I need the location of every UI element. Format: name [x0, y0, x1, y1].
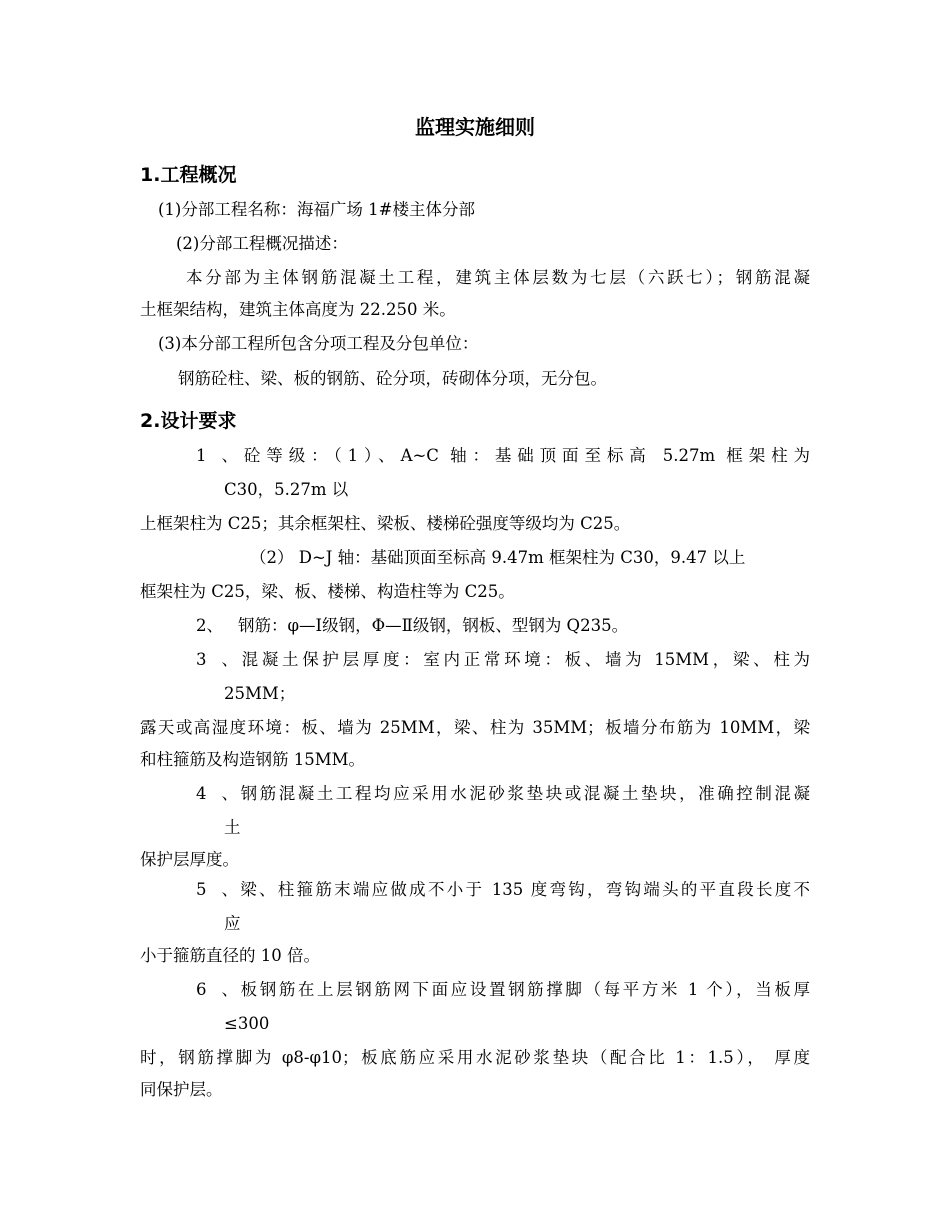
section-heading-design: 2.设计要求	[140, 410, 237, 432]
paragraph-line: (2)分部工程概况描述：	[176, 234, 348, 253]
list-text: 钢筋：φ—Ⅰ级钢，Φ—Ⅱ级钢，钢板、型钢为 Q235。	[238, 616, 629, 635]
paragraph-line: ≤300	[224, 1014, 270, 1033]
paragraph-line: 保护层厚度。	[140, 850, 239, 869]
paragraph-line: 土	[224, 818, 241, 837]
list-number: 4、	[196, 784, 238, 803]
paragraph-line: 上框架柱为 C25；其余框架柱、梁板、楼梯砼强度等级均为 C25。	[140, 514, 631, 533]
section-heading-overview: 1.工程概况	[140, 164, 237, 186]
list-number: 5、	[196, 880, 238, 899]
paragraph-line: (1)分部工程名称：海福广场 1#楼主体分部	[158, 200, 475, 219]
list-text: 钢筋混凝土工程均应采用水泥砂浆垫块或混凝土垫块，准确控制混凝	[238, 784, 810, 803]
list-text: 梁、柱箍筋末端应做成不小于 135 度弯钩，弯钩端头的平直段长度不	[238, 880, 810, 899]
document-title: 监理实施细则	[415, 115, 535, 139]
list-number: 2、	[196, 616, 223, 635]
paragraph-line: （2） D~J 轴：基础顶面至标高 9.47m 框架柱为 C30，9.47 以上	[250, 548, 746, 567]
paragraph-line: 框架柱为 C25，梁、板、楼梯、构造柱等为 C25。	[140, 582, 515, 601]
list-text: 板钢筋在上层钢筋网下面应设置钢筋撑脚（每平方米 1 个），当板厚	[238, 980, 810, 999]
list-text: 混凝土保护层厚度：室内正常环境：板、墙为 15MM，梁、柱为	[238, 650, 810, 669]
list-number: 6、	[196, 980, 238, 999]
paragraph-line: (3)本分部工程所包含分项工程及分包单位：	[158, 334, 479, 353]
paragraph-line: C30，5.27m 以	[224, 480, 349, 499]
paragraph-line: 和柱箍筋及构造钢筋 15MM。	[140, 750, 366, 769]
paragraph-line: 露天或高湿度环境：板、墙为 25MM，梁、柱为 35MM；板墙分布筋为 10MM，梁	[140, 718, 810, 737]
list-item-2	[196, 615, 628, 637]
list-item-3	[196, 649, 810, 671]
paragraph-line: 土框架结构，建筑主体高度为 22.250 米。	[140, 300, 456, 319]
list-item-5	[196, 879, 810, 901]
list-item-4	[196, 783, 810, 805]
paragraph-line: 同保护层。	[140, 1080, 223, 1099]
paragraph-line: 本分部为主体钢筋混凝土工程，建筑主体层数为七层（六跃七）；钢筋混凝	[186, 268, 810, 287]
list-item-6	[196, 979, 810, 1001]
paragraph-line: 时，钢筋撑脚为 φ8-φ10；板底筋应采用水泥砂浆垫块（配合比 1：1.5）， 厚度	[140, 1048, 810, 1067]
paragraph-line: 小于箍筋直径的 10 倍。	[140, 946, 320, 965]
paragraph-line: 钢筋砼柱、梁、板的钢筋、砼分项，砖砌体分项，无分包。	[178, 369, 607, 388]
list-number: 1、	[196, 446, 238, 465]
list-number: 3、	[196, 650, 238, 669]
paragraph-line: 应	[224, 914, 241, 933]
paragraph-line: 25MM；	[224, 684, 296, 703]
list-text: 砼等级：（1）、A~C 轴：基础顶面至标高 5.27m 框架柱为	[238, 446, 810, 465]
list-item-1	[196, 445, 810, 467]
